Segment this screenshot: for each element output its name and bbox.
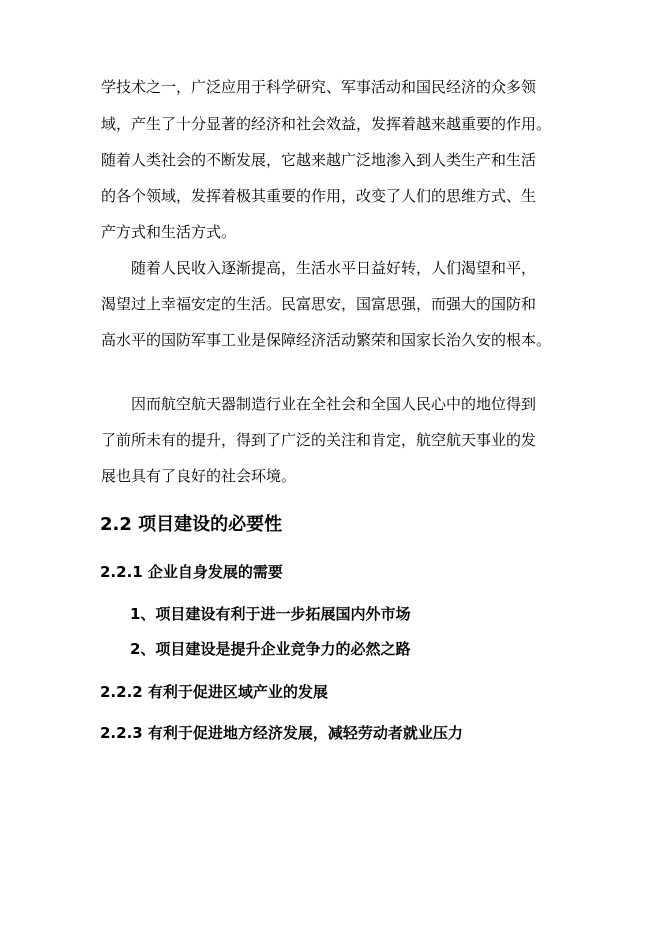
body-line: 了前所未有的提升，得到了广泛的关注和肯定，航空航天事业的发 [101,431,537,449]
section-title: 2.2 项目建设的必要性 [100,514,283,535]
body-line: 随着人民收入逐渐提高，生活水平日益好转，人们渴望和平， [131,259,537,277]
body-line: 随着人类社会的不断发展，它越来越广泛地渗入到人类生产和生活 [101,151,537,169]
subsection-title: 2.2.2 有利于促进区域产业的发展 [100,683,328,701]
body-line: 的各个领域，发挥着极其重要的作用，改变了人们的思维方式、生 [101,187,537,205]
body-line: 产方式和生活方式。 [101,223,237,241]
list-item: 1、项目建设有利于进一步拓展国内外市场 [130,605,411,623]
subsection-title: 2.2.3 有利于促进地方经济发展，减轻劳动者就业压力 [100,724,463,742]
body-line: 因而航空航天器制造行业在全社会和全国人民心中的地位得到 [131,395,537,413]
subsection-title: 2.2.1 企业自身发展的需要 [100,563,283,581]
body-line: 域，产生了十分显著的经济和社会效益，发挥着越来越重要的作用。 [101,115,552,133]
body-line: 高水平的国防军事工业是保障经济活动繁荣和国家长治久安的根本。 [101,331,552,349]
body-line: 学技术之一，广泛应用于科学研究、军事活动和国民经济的众多领 [101,78,537,96]
list-item: 2、项目建设是提升企业竞争力的必然之路 [130,640,411,658]
body-line: 渴望过上幸福安定的生活。民富思安，国富思强，而强大的国防和 [101,295,537,313]
body-line: 展也具有了良好的社会环境。 [101,467,297,485]
